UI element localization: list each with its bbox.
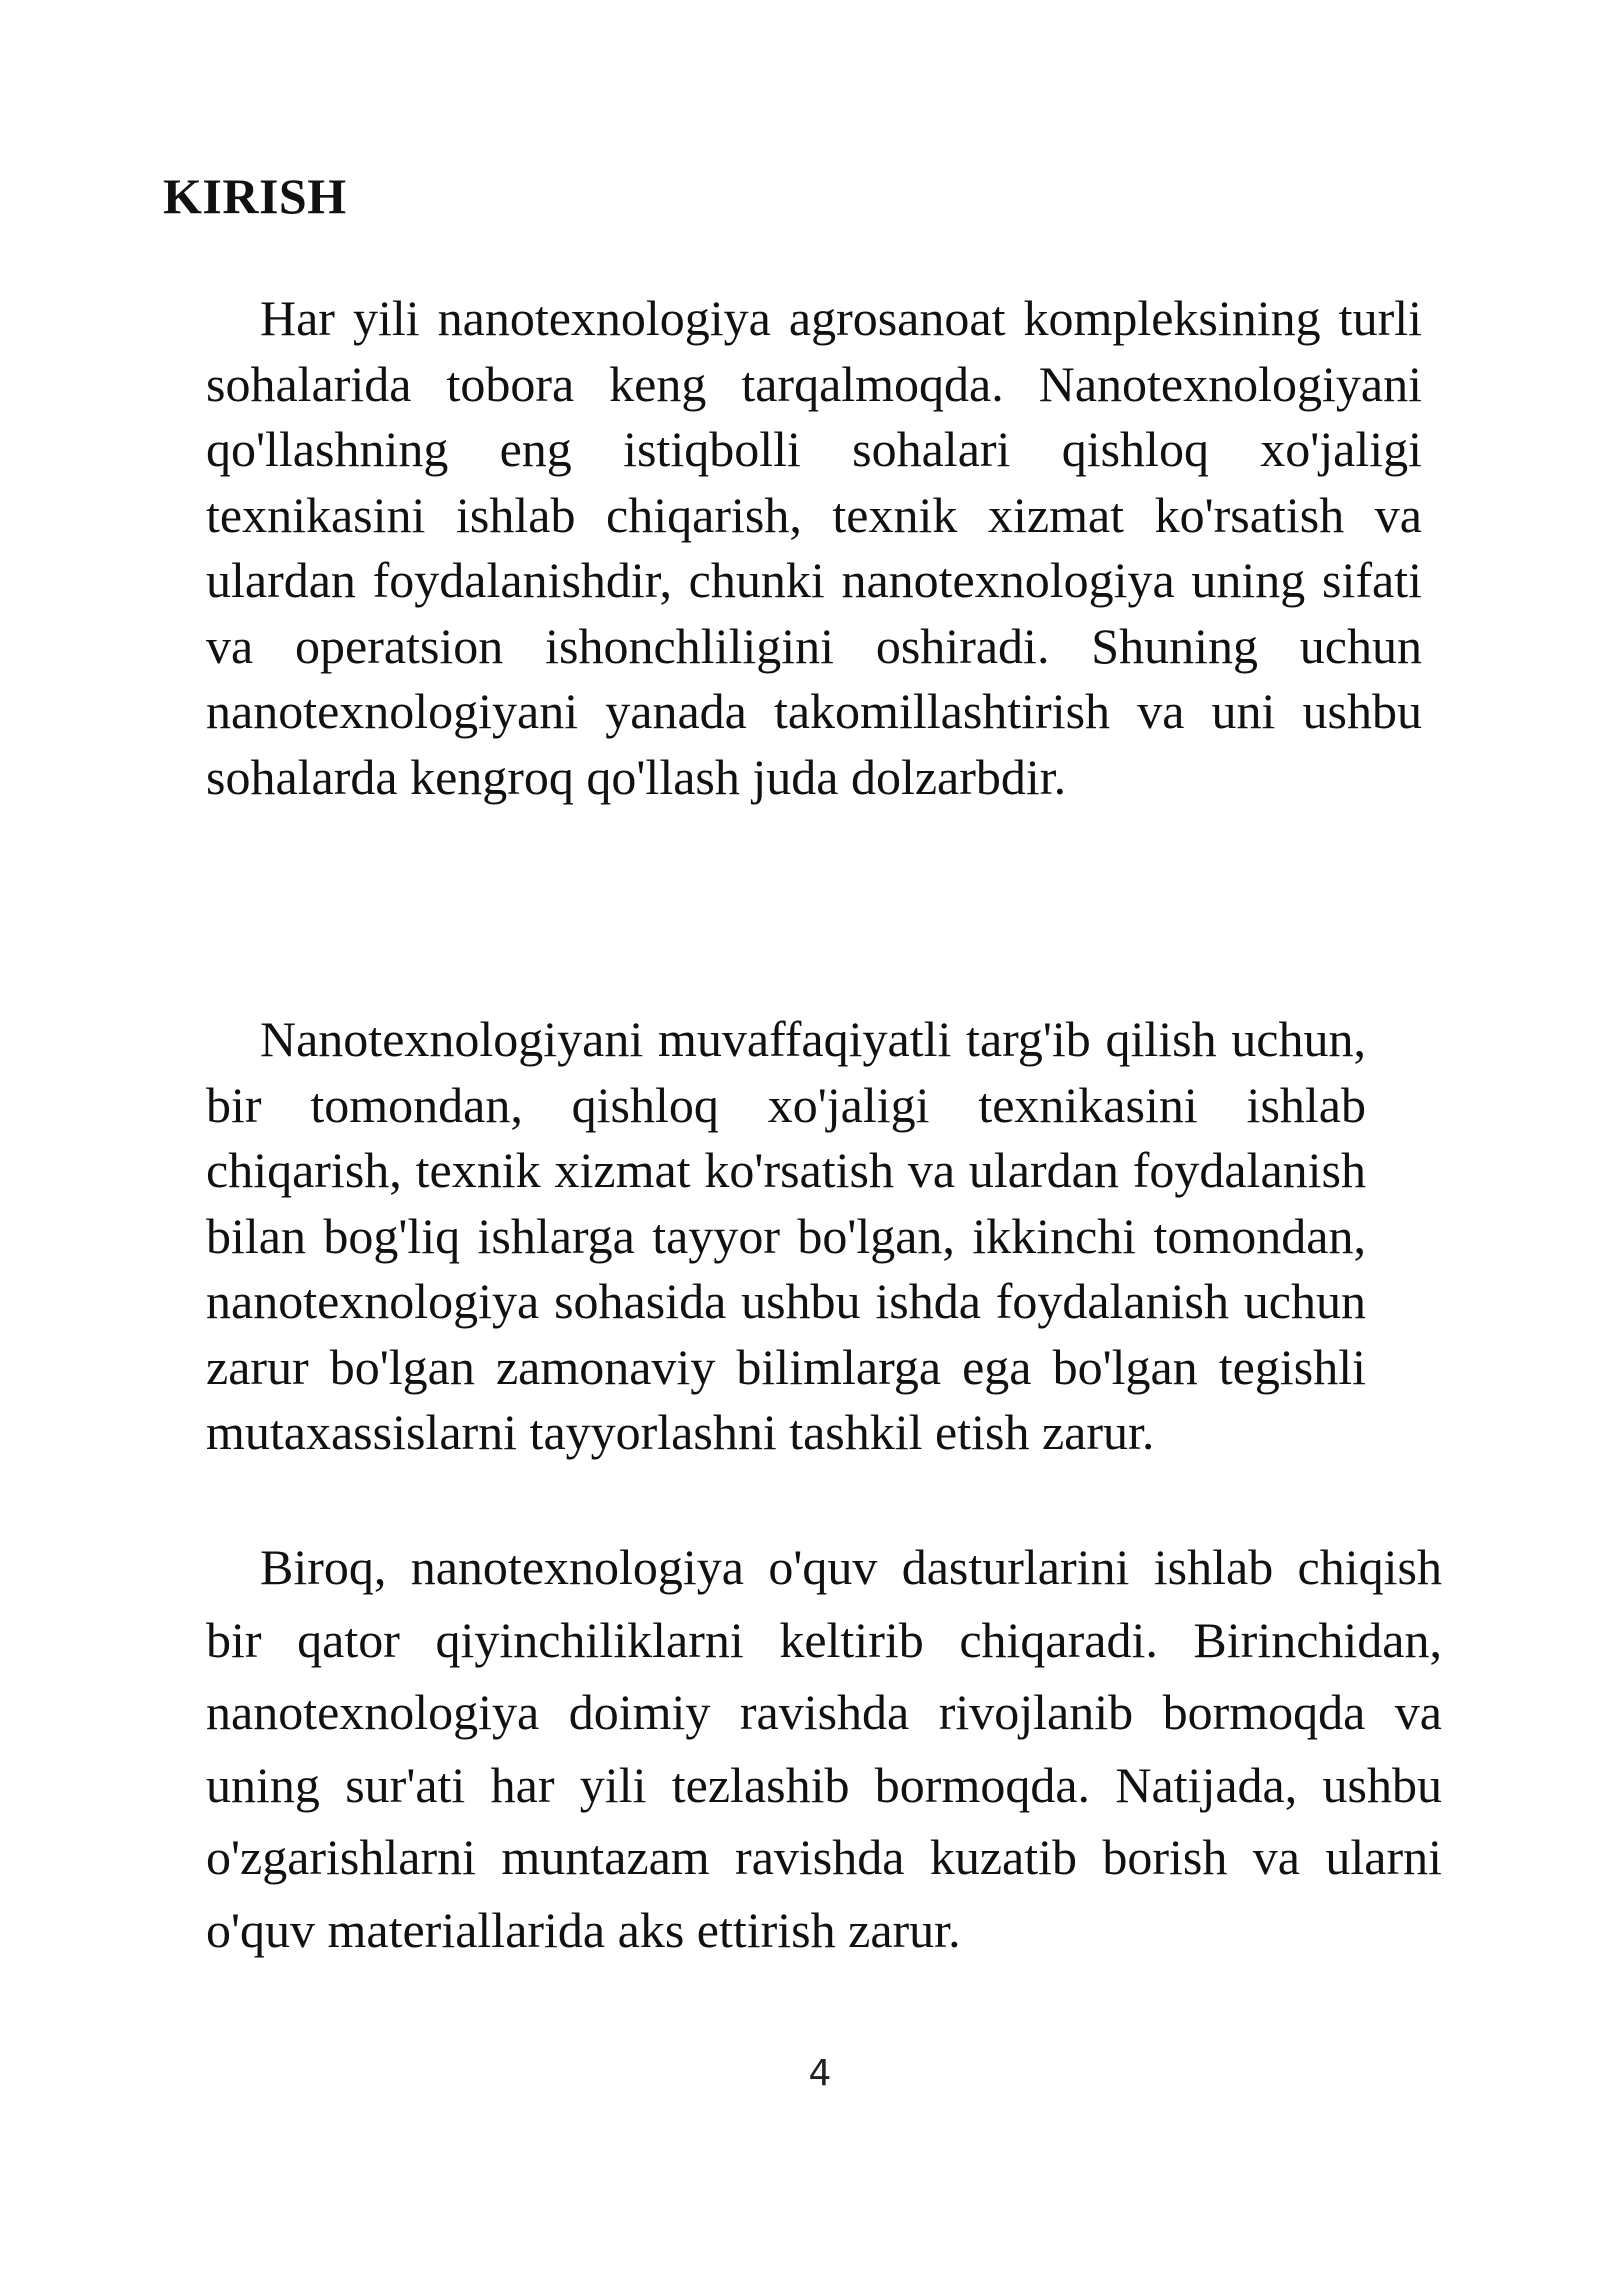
page-number: 4 — [808, 2053, 832, 2094]
paragraph-1: Har yili nanotexnologiya agrosanoat kompleksining turli sohalarida tobora keng tarqalmoqda. Nanotexnologiyani qo'llashning eng istiqbolli sohalari qishloq xo'jaligi texnikasini ishlab chiqarish, texnik xizmat ko'rsatish va ulardan foydalanishdir, chunki nanotexnologiya uning sifati va operatsion ishonchliligini oshiradi. Shuning uchun nanotexnologiyani yanada takomillashtirish va uni ushbu sohalarda kengroq qo'llash juda dolzarbdir. — [206, 290, 1422, 805]
section-heading: KIRISH — [163, 168, 347, 224]
paragraph-3: Biroq, nanotexnologiya o'quv dasturlarini ishlab chiqish bir qator qiyinchiliklarni keltirib chiqaradi. Birinchidan, nanotexnologiya doimiy ravishda rivojlanib bormoqda va uning sur'ati har yili tezlashib bormoqda. Natijada, ushbu o'zgarishlarni muntazam ravishda kuzatib borish va ularni o'quv materiallarida aks ettirish zarur. — [206, 1539, 1442, 1958]
paragraph-2: Nanotexnologiyani muvaffaqiyatli targ'ib qilish uchun, bir tomondan, qishloq xo'jaligi texnikasini ishlab chiqarish, texnik xizmat ko'rsatish va ulardan foydalanish bilan bog'liq ishlarga tayyor bo'lgan, ikkinchi tomondan, nanotexnologiya sohasida ushbu ishda foydalanish uchun zarur bo'lgan zamonaviy bilimlarga ega bo'lgan tegishli mutaxassislarni tayyorlashni tashkil etish zarur. — [206, 1011, 1366, 1460]
